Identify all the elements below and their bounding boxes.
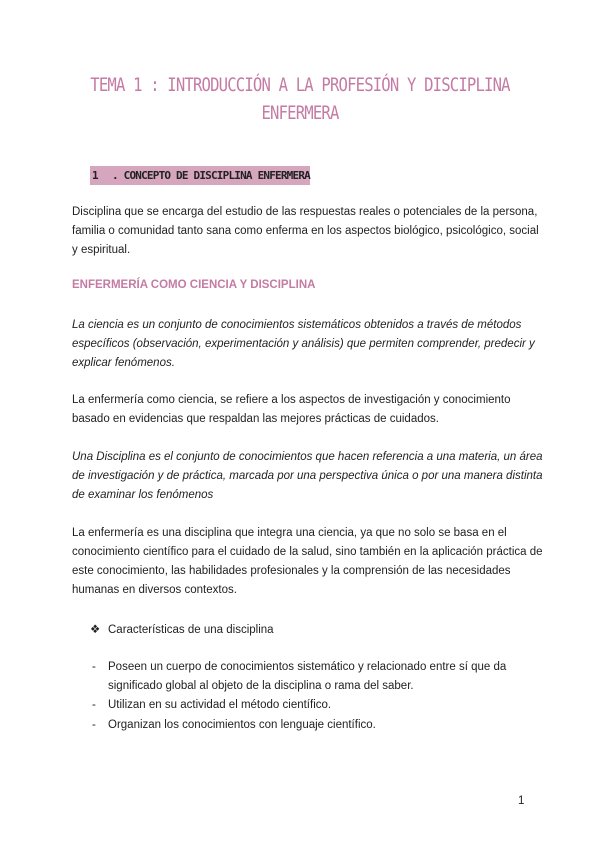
text-line: y espiritual. <box>72 244 131 256</box>
list-item <box>92 696 331 715</box>
text-line: La enfermería es una disciplina que integra una ciencia, ya que no solo se basa en el <box>72 527 507 539</box>
text-line: de examinar los fenómenos <box>72 489 214 501</box>
science-definition <box>72 316 542 373</box>
text-line: basado en evidencias que respaldan las mejores prácticas de cuidados. <box>72 413 439 425</box>
text-line: de investigación y de práctica, marcada por una perspectiva única o por una manera distinta <box>72 470 543 482</box>
text-line: Una Disciplina es el conjunto de conocimientos que hacen referencia a una materia, un área <box>72 451 543 463</box>
dash-marker: - <box>92 719 96 731</box>
text-line: Disciplina que se encarga del estudio de las respuestas reales o potenciales de la persona, <box>72 206 538 218</box>
dash-marker: - <box>92 661 96 673</box>
dash-marker: - <box>92 699 96 711</box>
title-line: TEMA 1 : INTRODUCCIÓN A LA PROFESIÓN Y DISCIPLINA <box>90 74 510 96</box>
text-line: La enfermería como ciencia, se refiere a los aspectos de investigación y conocimiento <box>72 394 511 406</box>
text-line: familia o comunidad tanto sana como enferma en los aspectos biológico, psicológico, social <box>72 225 539 237</box>
bullet-item <box>90 621 274 640</box>
text-line: Organizan los conocimientos con lenguaje científico. <box>108 719 376 731</box>
subheading: ENFERMERÍA COMO CIENCIA Y DISCIPLINA <box>72 279 316 291</box>
definition-paragraph <box>72 203 542 260</box>
nursing-discipline-paragraph <box>72 524 542 600</box>
text-line: este conocimiento, las habilidades profesionales y la comprensión de las necesidades <box>72 565 511 577</box>
list-item <box>92 716 376 735</box>
section-label: . CONCEPTO DE DISCIPLINA ENFERMERA <box>112 169 310 182</box>
text-line: explicar fenómenos. <box>72 357 175 369</box>
page-number: 1 <box>518 795 525 807</box>
section-number: 1 <box>92 169 98 182</box>
title-line: ENFERMERA <box>261 102 339 124</box>
bullet-label: Características de una disciplina <box>108 624 274 636</box>
text-line: específicos (observación, experimentación y análisis) que permiten comprender, predecir y <box>72 338 535 350</box>
document-title <box>54 71 546 127</box>
text-line: conocimiento científico para el cuidado de la salud, sino también en la aplicación práctica de <box>72 546 543 558</box>
section-heading <box>90 166 310 185</box>
nursing-science-paragraph <box>72 391 542 429</box>
text-line: significado global al objeto de la disciplina o rama del saber. <box>108 680 414 692</box>
text-line: Utilizan en su actividad el método científico. <box>108 699 332 711</box>
discipline-definition <box>72 448 542 505</box>
text-line: humanas en diversos contextos. <box>72 584 237 596</box>
text-line: La ciencia es un conjunto de conocimientos sistemáticos obtenidos a través de métodos <box>72 319 522 331</box>
diamond-bullet-icon: ❖ <box>90 624 101 636</box>
text-line: Poseen un cuerpo de conocimientos sistemático y relacionado entre sí que da <box>108 661 507 673</box>
list-item <box>92 658 506 696</box>
